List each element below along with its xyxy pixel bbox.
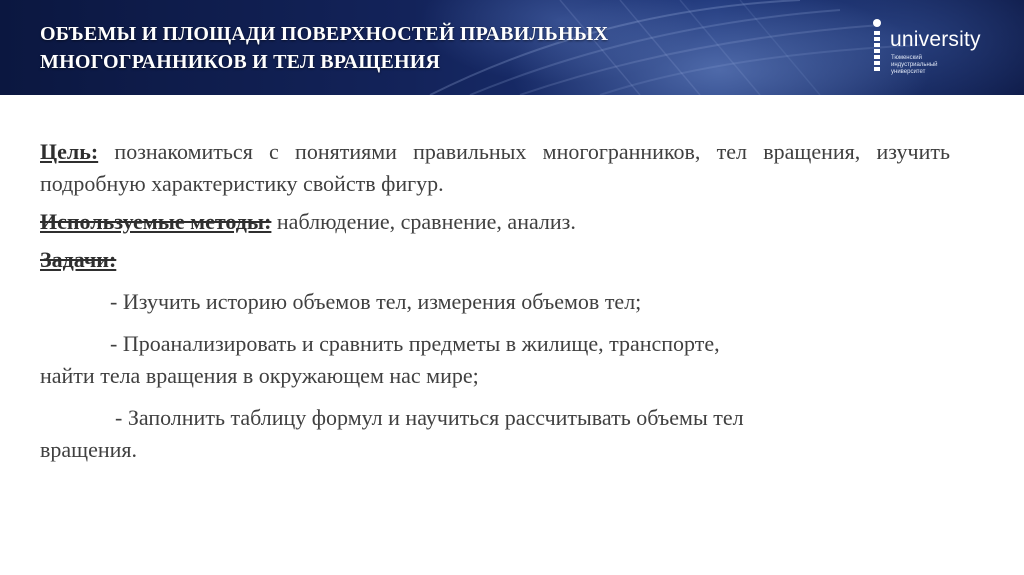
title-line-1: ОБЪЕМЫ И ПЛОЩАДИ ПОВЕРХНОСТЕЙ ПРАВИЛЬНЫХ bbox=[40, 23, 609, 45]
university-logo bbox=[868, 18, 998, 78]
methods-paragraph bbox=[40, 206, 950, 238]
methods-label: Используемые методы: bbox=[40, 209, 272, 234]
slide-body bbox=[40, 136, 950, 466]
logo-mark-icon bbox=[868, 18, 888, 76]
logo-sub-line-3: университет bbox=[891, 69, 926, 75]
tasks-label: Задачи: bbox=[40, 247, 117, 272]
logo-subtitle bbox=[891, 55, 991, 76]
goal-paragraph bbox=[40, 136, 950, 200]
methods-text: наблюдение, сравнение, анализ. bbox=[271, 209, 576, 234]
logo-sub-line-2: индустриальный bbox=[891, 62, 938, 68]
logo-sub-line-1: Тюменский bbox=[891, 55, 922, 61]
task-item-3 bbox=[40, 402, 950, 466]
task-item-2-line-1: - Проанализировать и сравнить предметы в жилище, транспорте, bbox=[110, 331, 720, 356]
task-item-2 bbox=[40, 328, 950, 392]
task-item-2-line-2: найти тела вращения в окружающем нас мире; bbox=[40, 363, 479, 388]
task-item-3-line-2: вращения. bbox=[40, 437, 138, 462]
logo-wordmark: university bbox=[890, 28, 981, 51]
tasks-heading bbox=[40, 244, 950, 276]
task-item-1: - Изучить историю объемов тел, измерения объемов тел; bbox=[110, 289, 642, 314]
header-banner bbox=[0, 0, 1024, 95]
goal-label: Цель: bbox=[40, 139, 99, 164]
title-line-2: МНОГОГРАННИКОВ И ТЕЛ ВРАЩЕНИЯ bbox=[40, 51, 441, 73]
task-item-3-line-1: - Заполнить таблицу формул и научиться рассчитывать объемы тел bbox=[115, 405, 744, 430]
page-title bbox=[40, 20, 800, 76]
goal-text: познакомиться с понятиями правильных многогранников, тел вращения, изучить подробную характеристику свойств фигур. bbox=[40, 139, 950, 196]
